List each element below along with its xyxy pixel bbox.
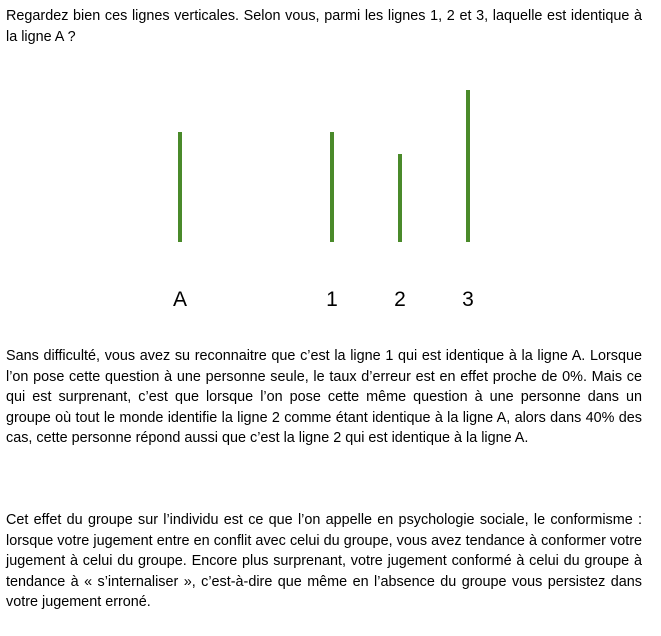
line-a	[178, 132, 182, 242]
conformism-paragraph: Cet effet du groupe sur l’individu est ce que l’on appelle en psychologie sociale, le conformisme : lorsque votre jugement entre en conflit avec celui du groupe, vous avez tendance à conformer votre jugement à celui du groupe. Encore plus surprenant, votre jugement conformé à celui du groupe à tendance à « s’internaliser », c’est-à-dire que même en l’absence du groupe vous persistez dans votre jugement erroné.	[6, 512, 642, 610]
intro-question: Regardez bien ces lignes verticales. Selon vous, parmi les lignes 1, 2 et 3, laquelle est identique à la ligne A ?	[6, 8, 642, 45]
line-1-label: 1	[326, 288, 338, 311]
line-3-label: 3	[462, 288, 474, 311]
comparison-lines-figure	[0, 70, 661, 330]
line-a-label: A	[172, 288, 188, 311]
line-1	[330, 132, 334, 242]
line-2	[398, 154, 402, 242]
line-2-label: 2	[394, 288, 406, 311]
line-3	[466, 90, 470, 242]
explanation-paragraph: Sans difficulté, vous avez su reconnaitre que c’est la ligne 1 qui est identique à la ligne A. Lorsque l’on pose cette question à une personne seule, le taux d’erreur est en effet proche de 0%. Mais ce qui est surprenant, c’est que lorsque l’on pose cette même question à une personne dans un groupe où tout le monde identifie la ligne 2 comme étant identique à la ligne A, alors dans 40% des cas, cette personne répond aussi que c’est la ligne 2 qui est identique à la ligne A.	[6, 348, 642, 446]
